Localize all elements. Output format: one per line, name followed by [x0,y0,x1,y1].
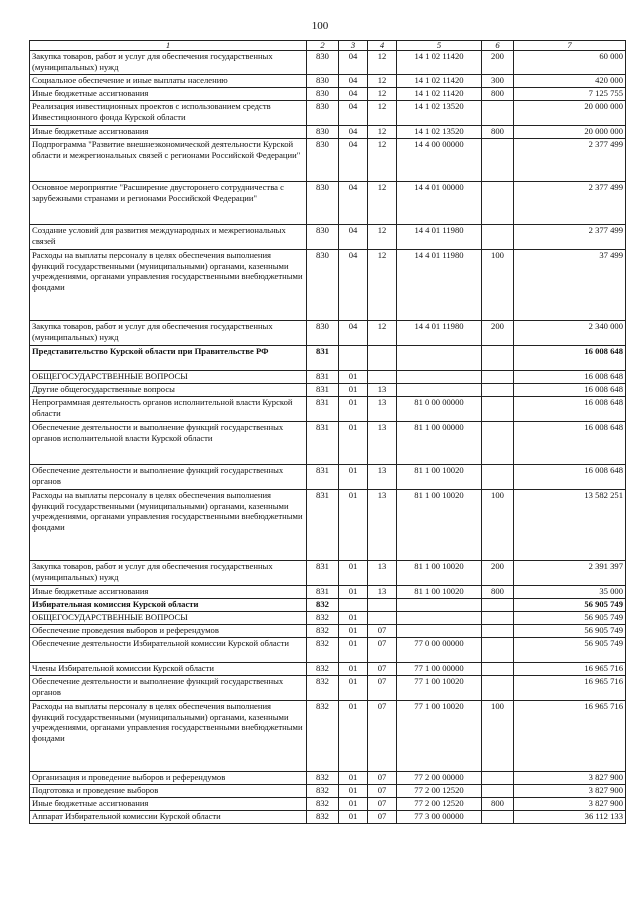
expense-type-cell [482,139,514,182]
section-cell: 01 [339,397,368,422]
section-cell: 01 [339,371,368,384]
table-row [30,490,626,561]
section-cell: 04 [339,182,368,225]
expense-type-cell [482,182,514,225]
row-name-cell: Аппарат Избирательной комиссии Курской области [30,811,307,824]
amount-cell: 60 000 [514,51,626,75]
subsection-cell: 13 [368,561,397,586]
target-article-cell [397,346,482,371]
amount-cell: 2 377 499 [514,139,626,182]
row-name-cell: Иные бюджетные ассигнования [30,126,307,139]
table-row [30,663,626,676]
target-article-cell: 14 4 01 11980 [397,321,482,346]
expense-type-cell [482,371,514,384]
amount-cell: 7 125 755 [514,88,626,101]
column-number: 5 [397,41,482,51]
table-row [30,371,626,384]
expense-type-cell: 200 [482,321,514,346]
subsection-cell: 12 [368,321,397,346]
expense-type-cell [482,625,514,638]
ministry-code-cell: 832 [307,811,339,824]
subsection-cell: 07 [368,811,397,824]
section-cell: 04 [339,321,368,346]
amount-cell: 3 827 900 [514,785,626,798]
column-number-row [30,41,626,51]
column-number: 7 [514,41,626,51]
table-row [30,397,626,422]
ministry-code-cell: 830 [307,101,339,126]
expense-type-cell [482,663,514,676]
column-number: 1 [30,41,307,51]
subsection-cell [368,346,397,371]
subsection-cell: 12 [368,182,397,225]
amount-cell: 3 827 900 [514,798,626,811]
row-name-cell: Закупка товаров, работ и услуг для обеспечения государственных (муниципальных) нужд [30,561,307,586]
target-article-cell: 77 3 00 00000 [397,811,482,824]
subsection-cell: 13 [368,465,397,490]
section-cell: 04 [339,225,368,250]
row-name-cell: Иные бюджетные ассигнования [30,798,307,811]
table-row [30,612,626,625]
target-article-cell [397,612,482,625]
target-article-cell: 81 0 00 00000 [397,397,482,422]
ministry-code-cell: 832 [307,701,339,772]
subsection-cell: 12 [368,75,397,88]
target-article-cell: 14 4 01 11980 [397,225,482,250]
table-row [30,811,626,824]
subsection-cell: 07 [368,701,397,772]
amount-cell: 2 377 499 [514,225,626,250]
ministry-code-cell: 830 [307,250,339,321]
target-article-cell [397,625,482,638]
target-article-cell: 81 1 00 00000 [397,422,482,465]
amount-cell: 2 377 499 [514,182,626,225]
subsection-cell: 12 [368,51,397,75]
ministry-code-cell: 830 [307,126,339,139]
ministry-code-cell: 831 [307,490,339,561]
table-row [30,346,626,371]
subsection-cell: 13 [368,490,397,561]
expense-type-cell: 100 [482,250,514,321]
ministry-code-cell: 831 [307,586,339,599]
target-article-cell [397,599,482,612]
table-row [30,625,626,638]
target-article-cell: 77 1 00 10020 [397,676,482,701]
target-article-cell: 77 2 00 12520 [397,798,482,811]
target-article-cell: 81 1 00 10020 [397,465,482,490]
target-article-cell [397,384,482,397]
target-article-cell: 14 1 02 13520 [397,126,482,139]
amount-cell: 56 905 749 [514,612,626,625]
row-name-cell: Иные бюджетные ассигнования [30,586,307,599]
row-name-cell: Подготовка и проведение выборов [30,785,307,798]
subsection-cell: 13 [368,397,397,422]
subsection-cell: 07 [368,663,397,676]
target-article-cell: 14 1 02 11420 [397,75,482,88]
subsection-cell: 12 [368,126,397,139]
amount-cell: 56 905 749 [514,625,626,638]
row-name-cell: Обеспечение деятельности и выполнение функций государственных органов исполнительной власти Курской области [30,422,307,465]
section-cell: 01 [339,811,368,824]
row-name-cell: Социальное обеспечение и иные выплаты населению [30,75,307,88]
row-name-cell: Непрограммная деятельность органов исполнительной власти Курской области [30,397,307,422]
table-row [30,465,626,490]
target-article-cell: 14 1 02 11420 [397,88,482,101]
amount-cell: 16 965 716 [514,663,626,676]
table-row [30,586,626,599]
amount-cell: 16 008 648 [514,465,626,490]
target-article-cell: 77 1 00 10020 [397,701,482,772]
section-cell: 01 [339,490,368,561]
section-cell: 01 [339,638,368,663]
row-name-cell: Обеспечение деятельности и выполнение функций государственных органов [30,676,307,701]
expense-type-cell: 800 [482,126,514,139]
row-name-cell: Обеспечение деятельности Избирательной комиссии Курской области [30,638,307,663]
table-row [30,88,626,101]
amount-cell: 13 582 251 [514,490,626,561]
table-row [30,250,626,321]
target-article-cell: 81 1 00 10020 [397,586,482,599]
section-cell: 01 [339,701,368,772]
subsection-cell: 07 [368,638,397,663]
expense-type-cell [482,612,514,625]
row-name-cell: Расходы на выплаты персоналу в целях обеспечения выполнения функций государственными (муниципальными) органами, казенными учреждениями, органами управления государственными внебюджетными фондами [30,701,307,772]
subsection-cell: 07 [368,625,397,638]
subsection-cell: 13 [368,586,397,599]
expense-type-cell [482,384,514,397]
subsection-cell [368,599,397,612]
expense-type-cell: 100 [482,490,514,561]
amount-cell: 36 112 133 [514,811,626,824]
row-name-cell: Представительство Курской области при Правительстве РФ [30,346,307,371]
table-row [30,126,626,139]
table-row [30,225,626,250]
section-cell: 04 [339,250,368,321]
expense-type-cell [482,422,514,465]
table-row [30,772,626,785]
column-number: 6 [482,41,514,51]
ministry-code-cell: 832 [307,612,339,625]
section-cell [339,346,368,371]
section-cell: 01 [339,772,368,785]
section-cell: 01 [339,561,368,586]
expense-type-cell [482,465,514,490]
target-article-cell: 77 1 00 00000 [397,663,482,676]
table-row [30,638,626,663]
ministry-code-cell: 832 [307,638,339,663]
section-cell: 04 [339,75,368,88]
ministry-code-cell: 830 [307,182,339,225]
table-row [30,701,626,772]
target-article-cell: 77 2 00 00000 [397,772,482,785]
column-number: 4 [368,41,397,51]
ministry-code-cell: 831 [307,371,339,384]
amount-cell: 16 008 648 [514,422,626,465]
section-cell: 01 [339,676,368,701]
subsection-cell: 07 [368,785,397,798]
ministry-code-cell: 832 [307,772,339,785]
amount-cell: 3 827 900 [514,772,626,785]
table-row [30,422,626,465]
row-name-cell: Обеспечение проведения выборов и референдумов [30,625,307,638]
budget-table [29,40,626,824]
subsection-cell: 13 [368,422,397,465]
subsection-cell: 13 [368,384,397,397]
row-name-cell: Другие общегосударственные вопросы [30,384,307,397]
ministry-code-cell: 832 [307,785,339,798]
expense-type-cell: 800 [482,586,514,599]
amount-cell: 35 000 [514,586,626,599]
table-row [30,101,626,126]
ministry-code-cell: 831 [307,346,339,371]
row-name-cell: Основное мероприятие "Расширение двусторонего сотрудничества с зарубежными странами и регионами Российской Федерации" [30,182,307,225]
target-article-cell: 77 2 00 12520 [397,785,482,798]
amount-cell: 56 905 749 [514,638,626,663]
ministry-code-cell: 831 [307,465,339,490]
ministry-code-cell: 830 [307,225,339,250]
section-cell: 01 [339,422,368,465]
row-name-cell: Закупка товаров, работ и услуг для обеспечения государственных (муниципальных) нужд [30,51,307,75]
amount-cell: 16 965 716 [514,676,626,701]
section-cell: 04 [339,126,368,139]
column-number: 2 [307,41,339,51]
section-cell: 04 [339,88,368,101]
ministry-code-cell: 832 [307,663,339,676]
amount-cell: 16 008 648 [514,371,626,384]
expense-type-cell: 200 [482,561,514,586]
subsection-cell: 12 [368,88,397,101]
table-row [30,321,626,346]
expense-type-cell: 800 [482,798,514,811]
expense-type-cell: 300 [482,75,514,88]
amount-cell: 2 391 397 [514,561,626,586]
ministry-code-cell: 830 [307,321,339,346]
ministry-code-cell: 831 [307,561,339,586]
expense-type-cell [482,225,514,250]
ministry-code-cell: 831 [307,397,339,422]
row-name-cell: Создание условий для развития международных и межрегиональных связей [30,225,307,250]
row-name-cell: ОБЩЕГОСУДАРСТВЕННЫЕ ВОПРОСЫ [30,371,307,384]
ministry-code-cell: 830 [307,88,339,101]
section-cell: 04 [339,139,368,182]
amount-cell: 16 008 648 [514,397,626,422]
row-name-cell: ОБЩЕГОСУДАРСТВЕННЫЕ ВОПРОСЫ [30,612,307,625]
table-row [30,51,626,75]
expense-type-cell [482,638,514,663]
target-article-cell: 14 4 00 00000 [397,139,482,182]
target-article-cell: 81 1 00 10020 [397,490,482,561]
section-cell: 01 [339,625,368,638]
section-cell: 04 [339,101,368,126]
row-name-cell: Обеспечение деятельности и выполнение функций государственных органов [30,465,307,490]
section-cell: 01 [339,785,368,798]
row-name-cell: Иные бюджетные ассигнования [30,88,307,101]
target-article-cell: 14 4 01 00000 [397,182,482,225]
amount-cell: 20 000 000 [514,126,626,139]
row-name-cell: Организация и проведение выборов и референдумов [30,772,307,785]
section-cell: 01 [339,384,368,397]
expense-type-cell [482,397,514,422]
table-row [30,785,626,798]
target-article-cell [397,371,482,384]
amount-cell: 16 965 716 [514,701,626,772]
expense-type-cell [482,811,514,824]
table-row [30,384,626,397]
section-cell: 01 [339,586,368,599]
section-cell: 01 [339,663,368,676]
expense-type-cell: 800 [482,88,514,101]
amount-cell: 16 008 648 [514,384,626,397]
amount-cell: 16 008 648 [514,346,626,371]
subsection-cell: 12 [368,250,397,321]
row-name-cell: Реализация инвестиционных проектов с использованием средств Инвестиционного фонда Курской области [30,101,307,126]
subsection-cell [368,371,397,384]
expense-type-cell: 100 [482,701,514,772]
amount-cell: 37 499 [514,250,626,321]
ministry-code-cell: 830 [307,139,339,182]
ministry-code-cell: 832 [307,599,339,612]
ministry-code-cell: 830 [307,51,339,75]
ministry-code-cell: 832 [307,625,339,638]
expense-type-cell [482,676,514,701]
subsection-cell: 07 [368,676,397,701]
amount-cell: 2 340 000 [514,321,626,346]
page-number: 100 [311,20,329,32]
expense-type-cell [482,346,514,371]
amount-cell: 56 905 749 [514,599,626,612]
target-article-cell: 14 4 01 11980 [397,250,482,321]
expense-type-cell [482,599,514,612]
table-row [30,798,626,811]
section-cell: 01 [339,465,368,490]
column-number: 3 [339,41,368,51]
subsection-cell: 07 [368,798,397,811]
target-article-cell: 14 1 02 11420 [397,51,482,75]
expense-type-cell: 200 [482,51,514,75]
row-name-cell: Закупка товаров, работ и услуг для обеспечения государственных (муниципальных) нужд [30,321,307,346]
table-row [30,599,626,612]
section-cell [339,599,368,612]
row-name-cell: Расходы на выплаты персоналу в целях обеспечения выполнения функций государственными (муниципальными) органами, казенными учреждениями, органами управления государственными внебюджетными фондами [30,250,307,321]
table-row [30,561,626,586]
table-row [30,182,626,225]
subsection-cell [368,612,397,625]
subsection-cell: 12 [368,101,397,126]
expense-type-cell [482,101,514,126]
row-name-cell: Избирательная комиссия Курской области [30,599,307,612]
row-name-cell: Подпрограмма "Развитие внешнеэкономической деятельности Курской области и межрегиональных связей с регионами Российской Федерации" [30,139,307,182]
amount-cell: 420 000 [514,75,626,88]
row-name-cell: Члены Избирательной комиссии Курской области [30,663,307,676]
table-row [30,75,626,88]
table-row [30,139,626,182]
expense-type-cell [482,785,514,798]
expense-type-cell [482,772,514,785]
ministry-code-cell: 831 [307,422,339,465]
ministry-code-cell: 832 [307,798,339,811]
target-article-cell: 77 0 00 00000 [397,638,482,663]
subsection-cell: 12 [368,225,397,250]
target-article-cell: 81 1 00 10020 [397,561,482,586]
ministry-code-cell: 831 [307,384,339,397]
ministry-code-cell: 830 [307,75,339,88]
section-cell: 01 [339,798,368,811]
subsection-cell: 07 [368,772,397,785]
target-article-cell: 14 1 02 13520 [397,101,482,126]
section-cell: 01 [339,612,368,625]
row-name-cell: Расходы на выплаты персоналу в целях обеспечения выполнения функций государственными (муниципальными) органами, казенными учреждениями, органами управления государственными внебюджетными фондами [30,490,307,561]
section-cell: 04 [339,51,368,75]
table-row [30,676,626,701]
ministry-code-cell: 832 [307,676,339,701]
subsection-cell: 12 [368,139,397,182]
amount-cell: 20 000 000 [514,101,626,126]
